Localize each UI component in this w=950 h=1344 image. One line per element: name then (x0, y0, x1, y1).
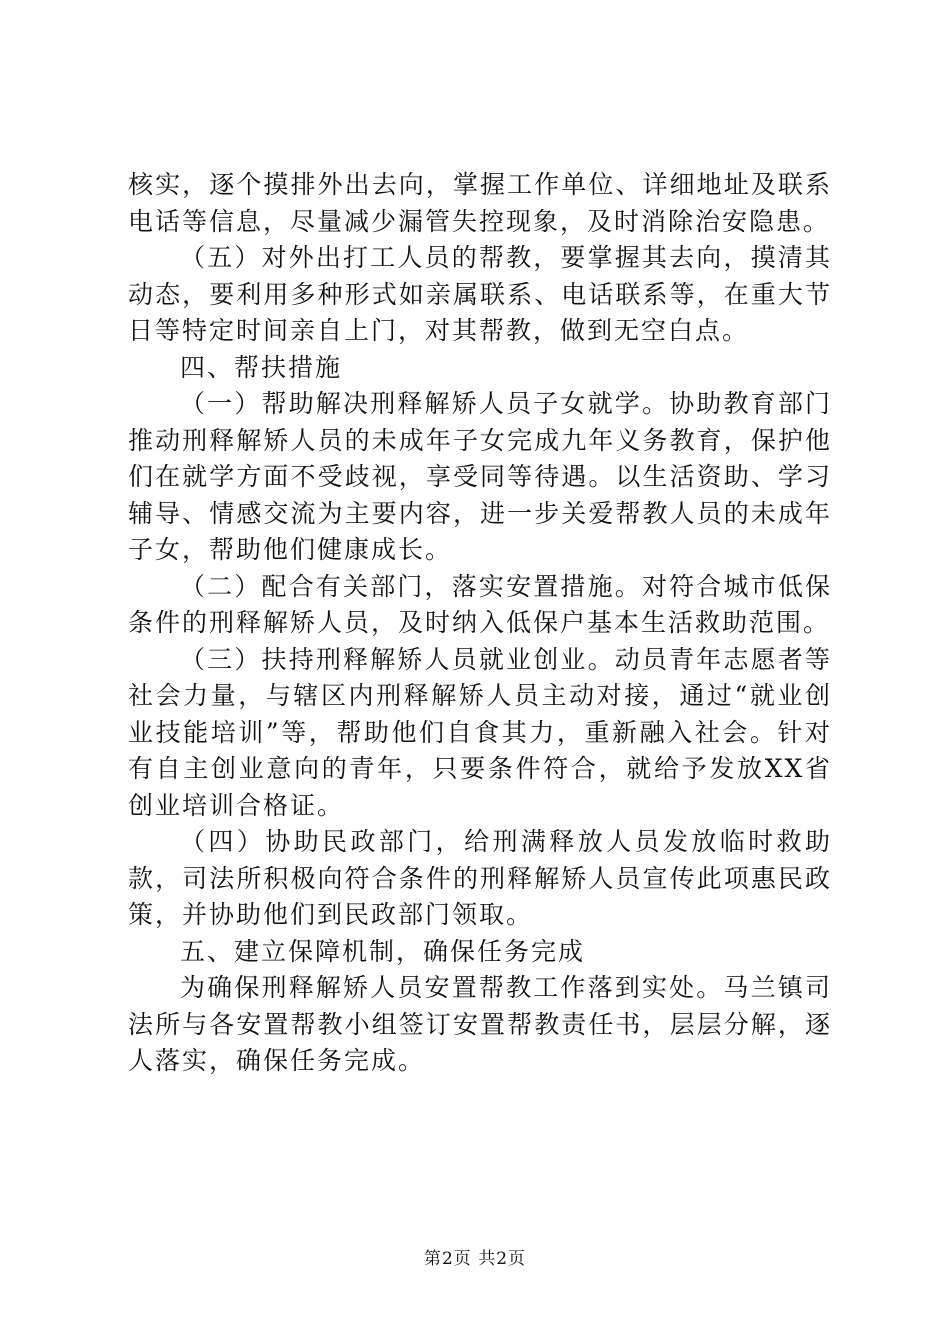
paragraph: （一）帮助解决刑释解矫人员子女就学。协助教育部门推动刑释解矫人员的未成年子女完成九年义务教育，保护他们在就学方面不受歧视，享受同等待遇。以生活资助、学习辅导、情感交流为主要内容，进一步关爱帮教人员的未成年子女，帮助他们健康成长。 (128, 389, 832, 564)
page-number-footer: 第2页 共2页 (423, 1249, 527, 1269)
paragraph: （四）协助民政部门，给刑满释放人员发放临时救助款，司法所积极向符合条件的刑释解矫人员宣传此项惠民政策，并协助他们到民政部门领取。 (128, 827, 832, 929)
paragraph: 为确保刑释解矫人员安置帮教工作落到实处。马兰镇司法所与各安置帮教小组签订安置帮教责任书，层层分解，逐人落实，确保任务完成。 (128, 973, 832, 1075)
paragraph: 核实，逐个摸排外出去向，掌握工作单位、详细地址及联系电话等信息，尽量减少漏管失控现象，及时消除治安隐患。 (128, 170, 832, 236)
section-heading: 五、建立保障机制，确保任务完成 (180, 936, 586, 966)
paragraph: （二）配合有关部门，落实安置措施。对符合城市低保条件的刑释解矫人员，及时纳入低保户基本生活救助范围。 (128, 571, 832, 637)
section-heading: 四、帮扶措施 (180, 352, 343, 382)
paragraph: （五）对外出打工人员的帮教，要掌握其去向，摸清其动态，要利用多种形式如亲属联系、电话联系等，在重大节日等特定时间亲自上门，对其帮教，做到无空白点。 (128, 243, 832, 345)
paragraph: （三）扶持刑释解矫人员就业创业。动员青年志愿者等社会力量，与辖区内刑释解矫人员主动对接，通过“就业创业技能培训”等，帮助他们自食其力，重新融入社会。针对有自主创业意向的青年，只要条件符合，就给予发放XX省创业培训合格证。 (128, 644, 832, 820)
document-body (128, 167, 832, 1080)
